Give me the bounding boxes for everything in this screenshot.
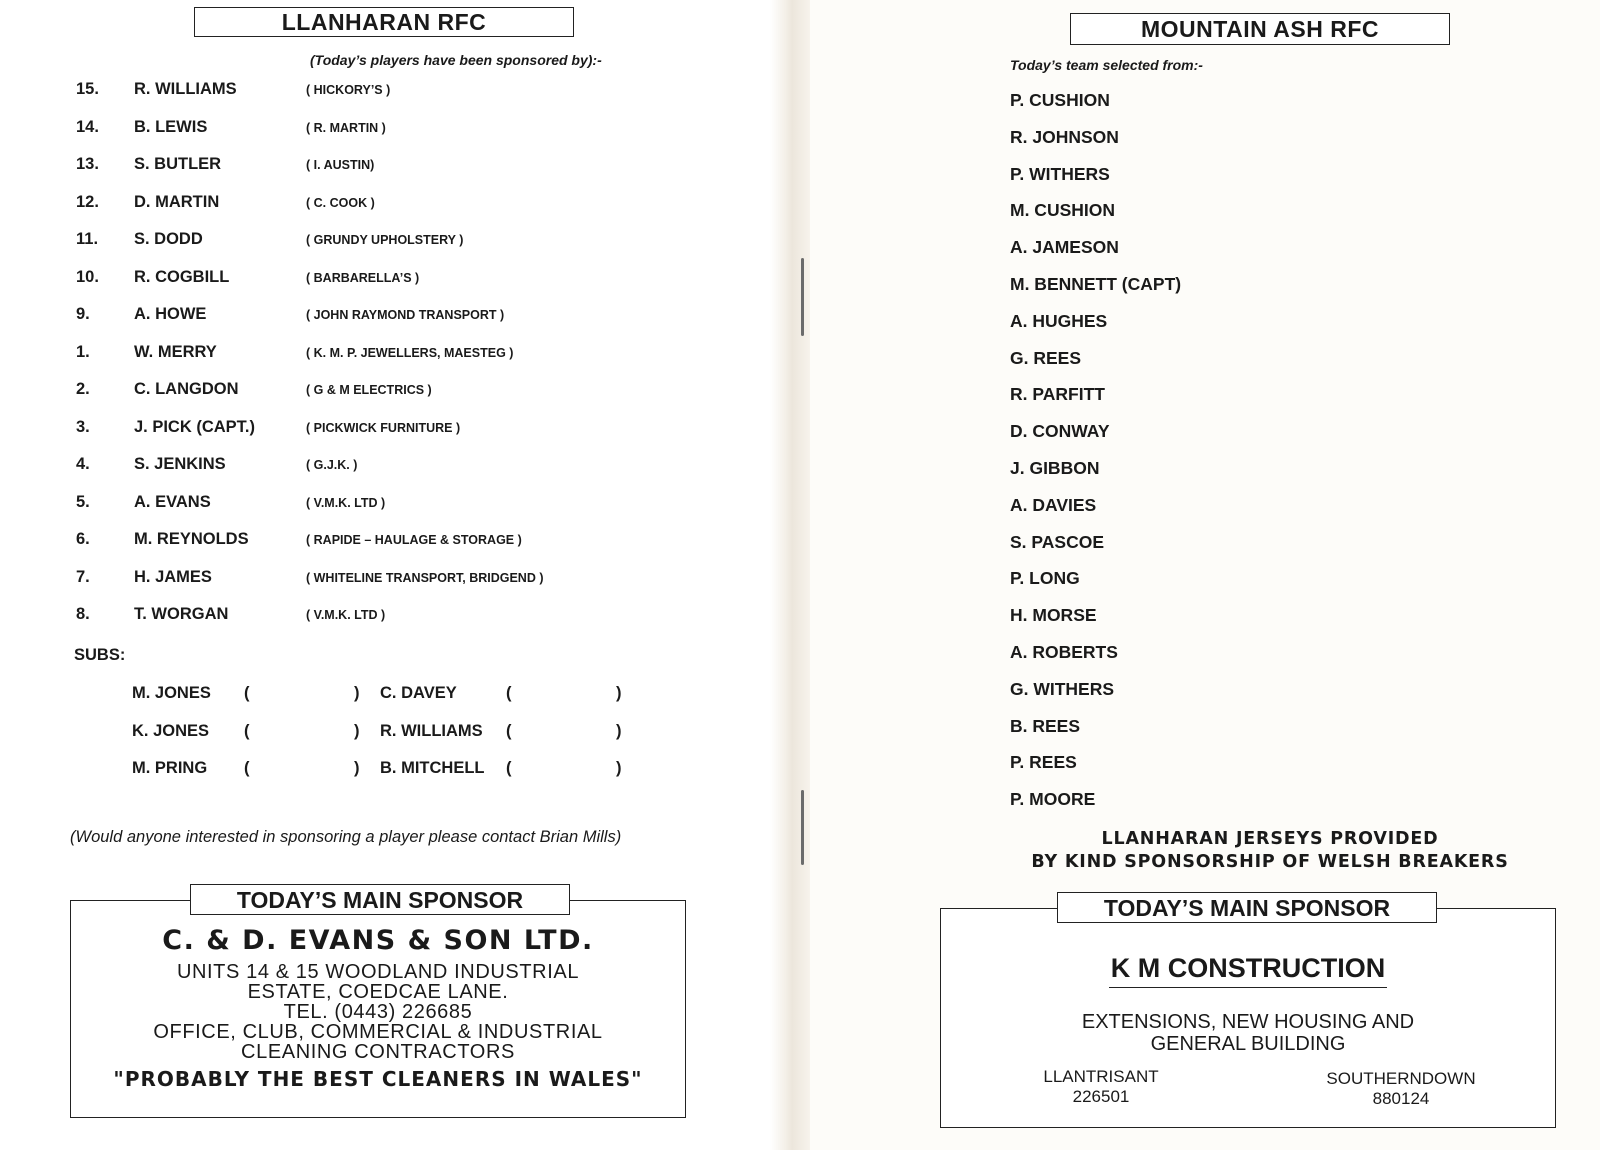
location-1-name: LLANTRISANT [1043,1067,1159,1086]
jersey-sponsorship-note [1000,828,1540,874]
sponsor-company: C. & D. EVANS & SON LTD. [162,925,594,956]
player-name: S. JENKINS [134,455,226,473]
squad-player: P. CUSHION [1010,90,1110,110]
squad-player: A. JAMESON [1010,237,1119,258]
player-number: 8. [76,605,90,623]
sub-name: M. JONES [132,684,211,702]
sub-sponsor-close: ) [354,721,360,740]
sponsor-location-1 [1031,1067,1171,1107]
player-name: A. HOWE [134,305,207,323]
page-spine [770,0,810,1150]
player-number: 1. [76,342,90,361]
sponsored-by-note: (Today’s players have been sponsored by):- [310,52,602,68]
player-sponsor: ( R. MARTIN ) [306,120,386,135]
home-team-title: LLANHARAN RFC [194,7,574,37]
sponsor-slogan: "PROBABLY THE BEST CLEANERS IN WALES" [113,1067,643,1091]
player-number: 4. [76,455,90,473]
player-name: R. COGBILL [134,267,230,286]
away-main-sponsor-box [940,908,1556,1128]
player-name: A. EVANS [134,492,211,511]
player-name: D. MARTIN [134,192,220,211]
sub-sponsor-open: ( [506,759,512,777]
squad-player: R. JOHNSON [1010,126,1119,147]
player-number: 14. [76,117,99,136]
sub-sponsor-open: ( [506,721,512,740]
sponsor-services-2: GENERAL BUILDING [1150,1033,1346,1055]
squad-player: P. REES [1010,752,1077,773]
squad-player: S. PASCOE [1010,531,1105,552]
player-number: 7. [76,567,90,586]
player-sponsor: ( G.J.K. ) [306,458,358,472]
player-sponsor: ( V.M.K. LTD ) [306,608,386,622]
player-name: J. PICK (CAPT.) [134,417,256,436]
squad-player: G. REES [1010,347,1081,368]
player-sponsor: ( GRUNDY UPHOLSTERY ) [306,233,464,247]
squad-player: P. LONG [1010,568,1080,589]
squad-player: P. MOORE [1010,789,1096,810]
player-sponsor: ( I. AUSTIN) [306,158,375,172]
sponsor-telephone: TEL. (0443) 226685 [283,1001,473,1023]
player-name: C. LANGDON [134,380,239,398]
sub-sponsor-open: ( [244,684,250,702]
squad-player: H. MORSE [1010,605,1097,626]
sponsor-company-text: K M CONSTRUCTION [1109,953,1387,988]
sub-sponsor-open: ( [506,684,512,702]
squad-player: M. BENNETT (CAPT) [1010,273,1182,294]
player-number: 5. [76,492,90,511]
squad-player: B. REES [1010,715,1081,736]
sponsor-location-2 [1311,1069,1491,1109]
sub-name: B. MITCHELL [380,759,485,777]
player-sponsor: ( K. M. P. JEWELLERS, MAESTEG ) [306,345,514,360]
sub-sponsor-close: ) [616,684,622,702]
away-team-title: MOUNTAIN ASH RFC [1070,13,1450,45]
jersey-note-line-1: LLANHARAN JERSEYS PROVIDED [1101,829,1439,849]
player-name: R. WILLIAMS [134,80,237,98]
player-number: 13. [76,155,99,173]
squad-player: M. CUSHION [1010,200,1115,221]
player-name: B. LEWIS [134,117,208,136]
player-sponsor: ( G & M ELECTRICS ) [306,383,432,397]
player-number: 10. [76,267,99,286]
player-sponsor: ( BARBARELLA’S ) [306,270,420,285]
squad-player: P. WITHERS [1010,163,1110,184]
sponsor-services-1: EXTENSIONS, NEW HOUSING AND [1081,1011,1415,1033]
away-main-sponsor-tag: TODAY’S MAIN SPONSOR [1057,892,1437,923]
sub-name: M. PRING [132,759,208,777]
player-sponsor: ( PICKWICK FURNITURE ) [306,420,461,435]
home-main-sponsor-tag: TODAY’S MAIN SPONSOR [190,884,570,915]
sub-sponsor-close: ) [616,721,622,740]
sponsor-address-2: ESTATE, COEDCAE LANE. [247,981,509,1003]
player-sponsor: ( JOHN RAYMOND TRANSPORT ) [306,308,505,322]
location-1-telephone: 226501 [1072,1087,1130,1106]
player-number: 15. [76,80,99,98]
home-main-sponsor-box [70,900,686,1118]
squad-player: A. HUGHES [1010,310,1108,331]
sponsor-address-1: UNITS 14 & 15 WOODLAND INDUSTRIAL [176,961,580,983]
subs-label: SUBS: [74,646,126,664]
location-2-name: SOUTHERNDOWN [1326,1069,1476,1088]
player-name: M. REYNOLDS [134,530,249,548]
sponsor-company [941,953,1555,984]
squad-player: R. PARFITT [1010,384,1105,405]
player-number: 3. [76,417,90,436]
player-sponsor: ( RAPIDE – HAULAGE & STORAGE ) [306,533,522,547]
sub-sponsor-open: ( [244,721,250,740]
staple-bottom [801,790,804,865]
sub-sponsor-open: ( [244,759,250,777]
player-number: 2. [76,380,90,398]
sub-sponsor-close: ) [354,684,360,702]
player-name: S. BUTLER [134,155,222,173]
player-number: 11. [76,230,99,248]
player-name: H. JAMES [134,567,212,586]
sub-name: C. DAVEY [380,684,457,702]
player-number: 12. [76,192,99,211]
away-team-squad [1010,90,1181,826]
sub-name: R. WILLIAMS [380,721,483,740]
player-sponsor: ( V.M.K. LTD ) [306,495,386,510]
sub-sponsor-close: ) [616,759,622,777]
player-name: W. MERRY [134,342,217,361]
player-name: T. WORGAN [134,605,229,623]
squad-player: D. CONWAY [1010,421,1110,442]
player-sponsor: ( HICKORY’S ) [306,83,391,97]
sponsorship-contact-note: (Would anyone interested in sponsoring a player please contact Brian Mills) [70,828,622,846]
staple-top [801,258,804,336]
player-sponsor: ( WHITELINE TRANSPORT, BRIDGEND ) [306,570,544,585]
squad-player: A. ROBERTS [1010,641,1118,662]
jersey-note-line-2: BY KIND SPONSORSHIP OF WELSH BREAKERS [1031,852,1509,872]
team-selected-note: Today’s team selected from:- [1010,57,1203,73]
sponsor-services-2: CLEANING CONTRACTORS [241,1041,515,1063]
player-name: S. DODD [134,230,203,248]
player-number: 9. [76,305,90,323]
sponsor-services-1: OFFICE, CLUB, COMMERCIAL & INDUSTRIAL [153,1021,603,1043]
player-sponsor: ( C. COOK ) [306,195,375,210]
squad-player: J. GIBBON [1010,457,1100,478]
sub-sponsor-close: ) [354,759,360,777]
sub-name: K. JONES [132,721,210,740]
squad-player: A. DAVIES [1010,494,1097,515]
player-number: 6. [76,530,90,548]
squad-player: G. WITHERS [1010,678,1115,699]
location-2-telephone: 880124 [1372,1089,1430,1108]
